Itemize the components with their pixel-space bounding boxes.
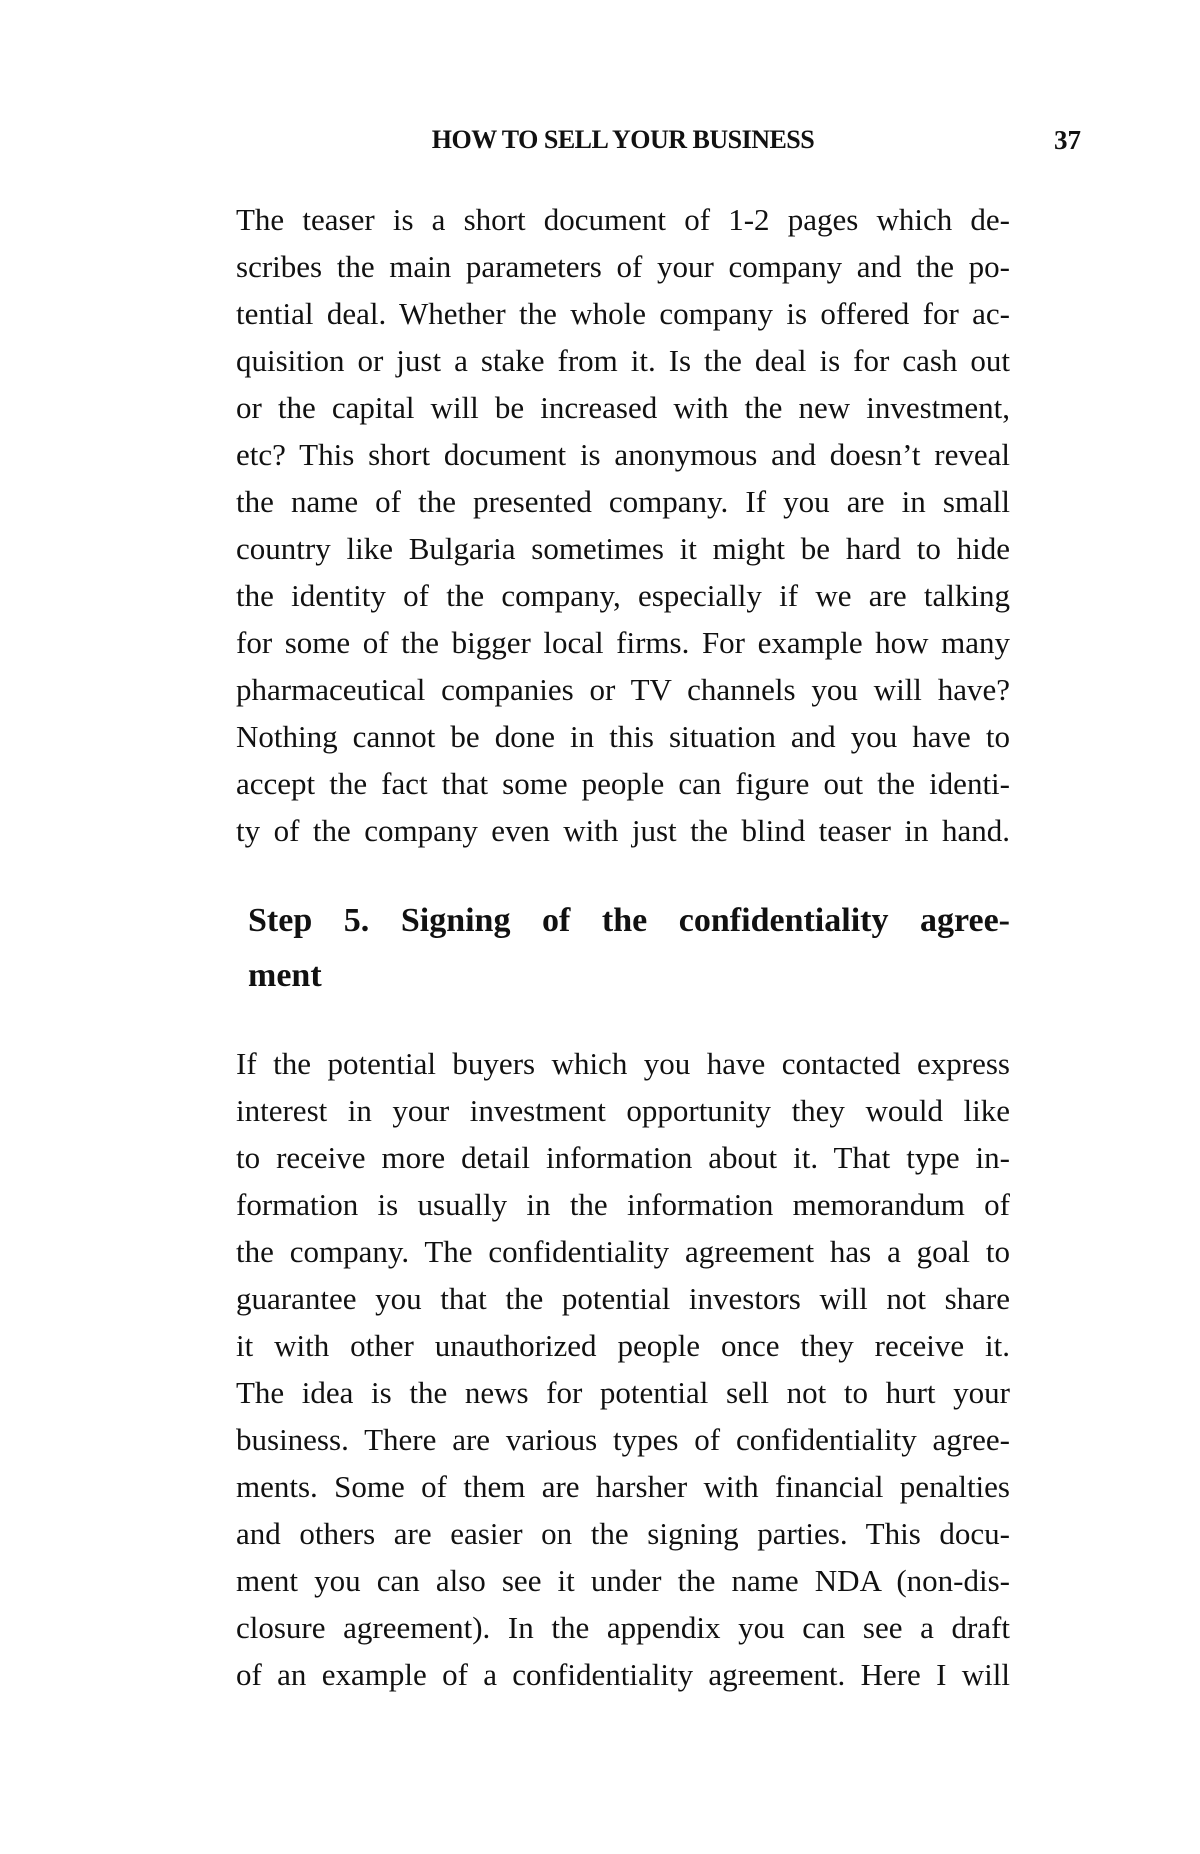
text-line: the name of the presented company. If you are in small [236, 484, 1010, 519]
text-line: The idea is the news for potential sell not to hurt your [236, 1375, 1010, 1410]
page-number: 37 [1054, 125, 1081, 155]
text-line: the company. The confidentiality agreement has a goal to [236, 1234, 1010, 1269]
text-line: pharmaceutical companies or TV channels you will have? [236, 672, 1010, 707]
text-line: business. There are various types of confidentiality agree- [236, 1422, 1010, 1457]
paragraph-confidentiality [236, 1040, 1010, 1698]
text-line: to receive more detail information about it. That type in- [236, 1140, 1010, 1175]
text-line: tential deal. Whether the whole company is offered for ac- [236, 296, 1010, 331]
text-line: accept the fact that some people can figure out the identi- [236, 766, 1010, 801]
text-line: closure agreement). In the appendix you can see a draft [236, 1610, 1010, 1645]
text-line: scribes the main parameters of your company and the po- [236, 249, 1010, 284]
text-line: the identity of the company, especially if we are talking [236, 578, 1010, 613]
text-line: If the potential buyers which you have contacted express [236, 1046, 1010, 1081]
text-line: etc? This short document is anonymous and doesn’t reveal [236, 437, 1010, 472]
heading-line: Step 5. Signing of the confidentiality agree- [248, 902, 1010, 939]
text-line: ments. Some of them are harsher with financial penalties [236, 1469, 1010, 1504]
text-line: of an example of a confidentiality agreement. Here I will [236, 1657, 1010, 1692]
text-line: formation is usually in the information memorandum of [236, 1187, 1010, 1222]
section-heading-step-5 [248, 893, 1010, 1003]
text-line: country like Bulgaria sometimes it might be hard to hide [236, 531, 1010, 566]
text-line: interest in your investment opportunity they would like [236, 1093, 1010, 1128]
text-line: and others are easier on the signing parties. This docu- [236, 1516, 1010, 1551]
text-line: The teaser is a short document of 1-2 pages which de- [236, 202, 1010, 237]
text-line: Nothing cannot be done in this situation and you have to [236, 719, 1010, 754]
text-line: or the capital will be increased with the new investment, [236, 390, 1010, 425]
paragraph-teaser [236, 196, 1010, 854]
text-line: quisition or just a stake from it. Is the deal is for cash out [236, 343, 1010, 378]
text-line: ty of the company even with just the blind teaser in hand. [236, 813, 1010, 848]
heading-line: ment [248, 957, 322, 994]
running-head-title: HOW TO SELL YOUR BUSINESS [431, 125, 815, 154]
text-line: guarantee you that the potential investors will not share [236, 1281, 1010, 1316]
text-line: for some of the bigger local firms. For example how many [236, 625, 1010, 660]
text-line: it with other unauthorized people once they receive it. [236, 1328, 1010, 1363]
text-line: ment you can also see it under the name NDA (non-dis- [236, 1563, 1010, 1598]
